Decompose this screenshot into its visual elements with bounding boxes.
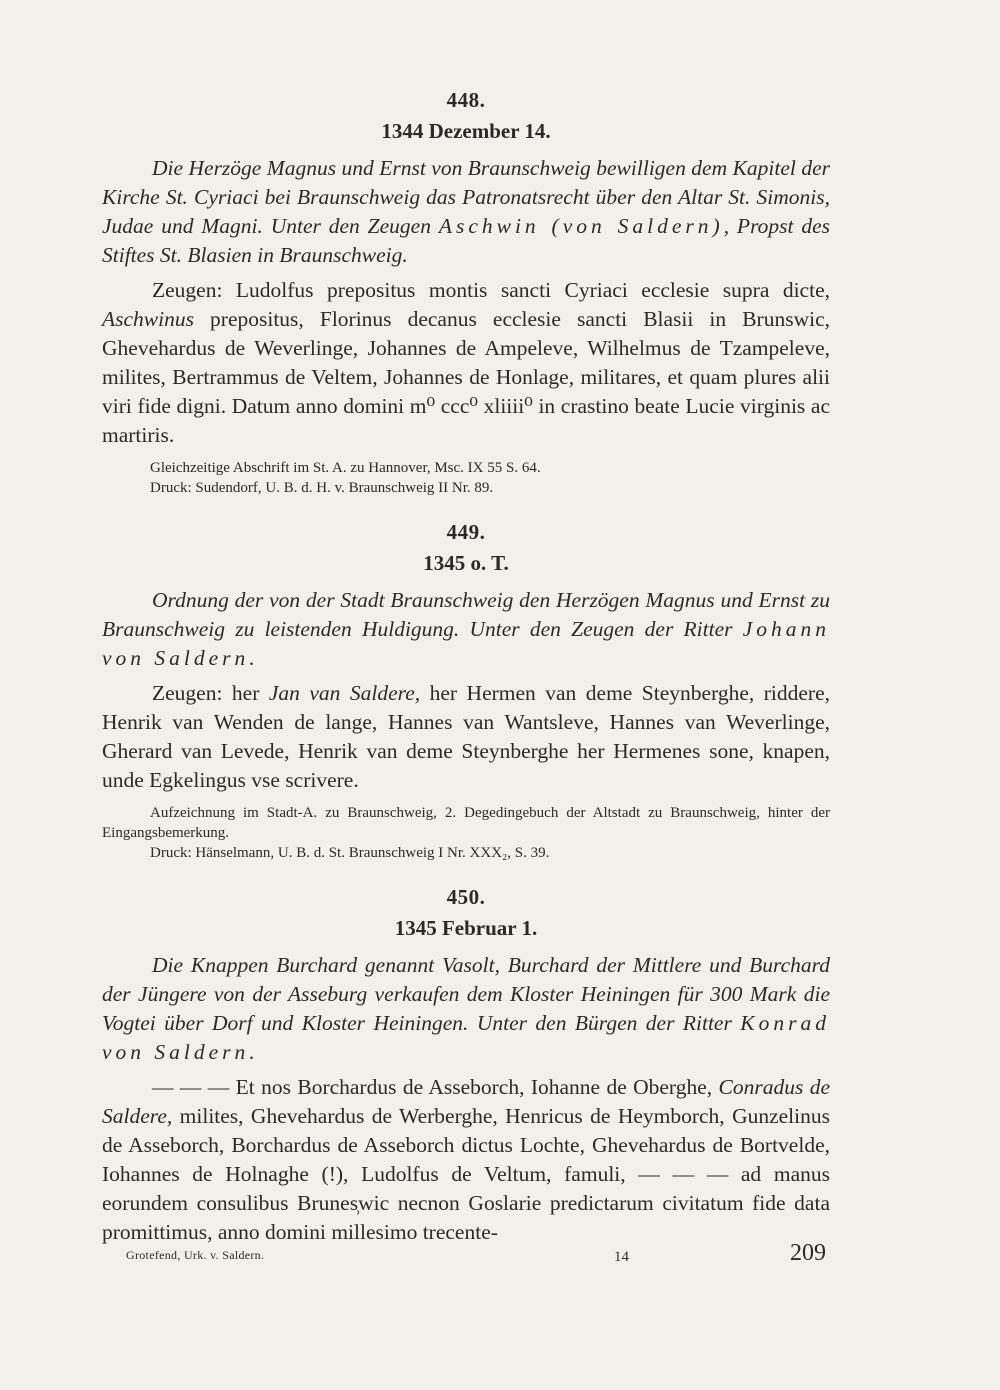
source-note: Gleichzeitige Abschrift im St. A. zu Hannover, Msc. IX 55 S. 64. xyxy=(150,460,541,476)
footer-signature-text: Grotefend, Urk. v. Saldern. xyxy=(126,1248,265,1262)
entry-date: 1344 Dezember 14. xyxy=(381,119,551,143)
entry-number: 448. xyxy=(446,88,486,112)
entry-notes xyxy=(102,458,830,498)
entry-text: Zeugen: Ludolfus prepositus montis sancti Cyriaci ecclesie supra dicte, Aschwinus prepositus, Florinus decanus ecclesie sancti Blasii in Brunswic, Ghevehardus de Weverlinge, Johannes de Ampeleve, Wilhelmus de Tzampeleve, milites, Bertrammus de Veltem, Johannes de Honlage, militares, et quam plures alii viri fide digni. Datum anno domini m⁰ ccc⁰ xliiii⁰ in crastino beate Lucie virginis ac martiris. xyxy=(102,278,830,447)
print-note: Druck: Sudendorf, U. B. d. H. v. Braunschweig II Nr. 89. xyxy=(150,480,494,496)
italic-name: Conradus de Saldere, xyxy=(102,1075,830,1128)
print-note: Druck: Hänselmann, U. B. d. St. Braunschweig I Nr. XXX₂, S. 39. xyxy=(150,845,550,861)
spaced-name: Johann von Saldern xyxy=(102,617,830,670)
page-footer xyxy=(126,1240,826,1270)
spaced-name: Aschwin (von Saldern) xyxy=(438,214,724,238)
entry-450 xyxy=(102,885,830,1247)
entry-text: Zeugen: her Jan van Saldere, her Hermen van deme Steynberghe, riddere, Henrik van Wenden de lange, Hannes van Wantsleve, Hannes van Weverlinge, Gherard van Levede, Henrik van deme Steynberghe her Hermenes sone, knapen, unde Egkelingus vse scrivere. xyxy=(102,681,830,792)
entry-date: 1345 o. T. xyxy=(423,551,509,575)
document-page xyxy=(102,88,830,1255)
entry-448 xyxy=(102,88,830,498)
source-note: Aufzeichnung im Stadt-A. zu Braunschweig, 2. Degedingebuch der Altstadt zu Braunschweig, hinter der Eingangsbemerkung. xyxy=(102,805,830,841)
entry-date: 1345 Februar 1. xyxy=(394,916,538,940)
entry-regest: Die Knappen Burchard genannt Vasolt, Burchard der Mittlere und Burchard der Jüngere von der Asseburg verkaufen dem Kloster Heiningen für 300 Mark die Vogtei über Dorf und Kloster Heiningen. Unter den Bürgen der Ritter Konrad von Saldern. xyxy=(102,953,830,1064)
entry-449 xyxy=(102,520,830,863)
entry-regest: Die Herzöge Magnus und Ernst von Braunschweig bewilligen dem Kapitel der Kirche St. Cyriaci bei Braunschweig das Patronatsrecht über den Altar St. Simonis, Judae und Magni. Unter den Zeugen Aschwin (von Saldern), Propst des Stiftes St. Blasien in Braunschweig. xyxy=(102,156,831,267)
spaced-name: Konrad von Saldern xyxy=(102,1011,830,1064)
italic-name: Jan van Saldere, xyxy=(268,681,421,705)
entry-number: 449. xyxy=(446,520,486,544)
entry-regest: Ordnung der von der Stadt Braunschweig den Herzögen Magnus und Ernst zu Braunschweig zu leistenden Huldigung. Unter den Zeugen der Ritter Johann von Saldern. xyxy=(102,588,830,670)
page-number: 209 xyxy=(790,1240,826,1266)
italic-name: Aschwinus xyxy=(102,307,194,331)
entry-text: — — — Et nos Borchardus de Asseborch, Iohanne de Oberghe, Conradus de Saldere, milites, Ghevehardus de Werberghe, Henricus de Heymborch, Gunzelinus de Asseborch, Borchardus de Asseborch dictus Lochte, Ghevehardus de Bortvelde, Iohannes de Holnaghe (!), Ludolfus de Veltum, famuli, — — — ad manus eorundem consulibus Brunes̹wic necnon Goslarie predictarum civitatum fide data promittimus, anno domini millesimo trecente- xyxy=(102,1075,830,1244)
sheet-signature: 14 xyxy=(614,1249,629,1265)
entry-number: 450. xyxy=(446,885,486,909)
entry-notes xyxy=(102,803,830,863)
